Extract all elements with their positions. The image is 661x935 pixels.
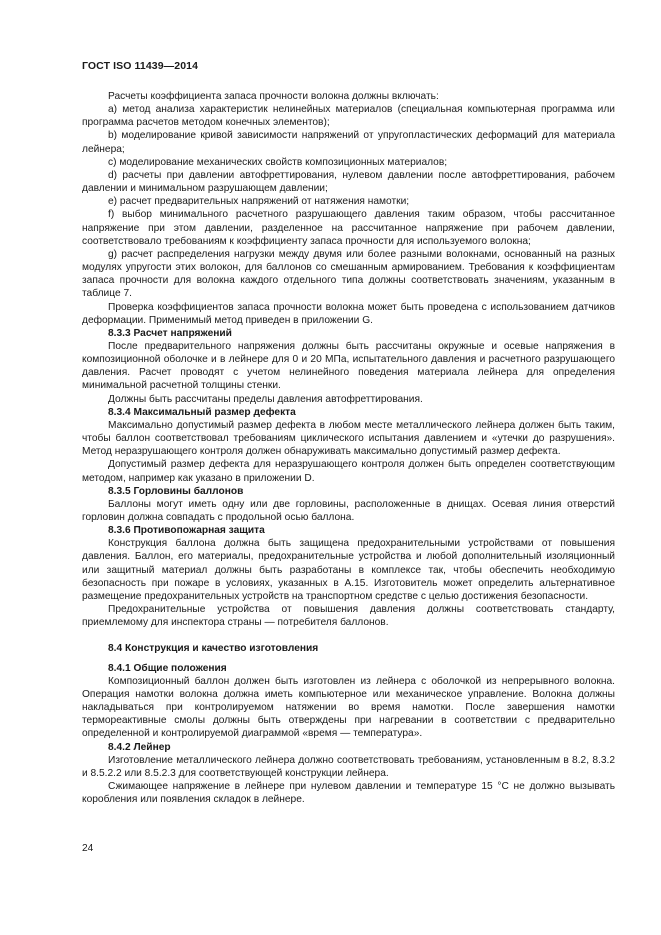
paragraph: После предварительного напряжения должны быть рассчитаны окружные и осевые напряжения в композиционной оболочке и в лейнере для 0 и 20 МПа, испытательного давления и расчетного разрушающего давления. Расчет проводят с учетом нелинейного поведения материала лейнера для определения минимальной расчетной толщины стенки. xyxy=(82,340,615,392)
paragraph: Изготовление металлического лейнера должно соответствовать требованиям, установленным в 8.2, 8.3.2 и 8.5.2.2 или 8.5.2.3 для соответствующей конструкции лейнера. xyxy=(82,754,615,779)
paragraph: a) метод анализа характеристик нелинейных материалов (специальная компьютерная программа или программа расчетов методом конечных элементов); xyxy=(82,104,615,129)
paragraph: e) расчет предварительных напряжений от натяжения намотки; xyxy=(108,196,410,208)
page-number: 24 xyxy=(82,843,94,854)
standard-header: ГОСТ ISO 11439—2014 xyxy=(82,60,199,72)
paragraph: Сжимающее напряжение в лейнере при нулевом давлении и температуре 15 °С не должно вызывать коробления или появления складок в лейнере. xyxy=(82,780,615,806)
paragraph: b) моделирование кривой зависимости напряжений от упругопластических деформаций для материала лейнера; xyxy=(82,130,615,155)
paragraph: Допустимый размер дефекта для неразрушающего контроля должен быть определен соответствующим методом, например как указано в приложении D. xyxy=(82,459,615,484)
document-body xyxy=(82,90,615,806)
paragraph: f) выбор минимального расчетного разрушающего давления таким образом, чтобы рассчитанное напряжение при этом давлении, разделенное на рассчитанное напряжение при рабочем давлении, соответствовало требованиям к коэффициенту запаса прочности для используемого волокна; xyxy=(82,209,615,247)
paragraph: Баллоны могут иметь одну или две горловины, расположенные в днищах. Осевая линия отверстий горловин должна совпадать с продольной осью баллона. xyxy=(82,498,615,523)
paragraph: Расчеты коэффициента запаса прочности волокна должны включать: xyxy=(108,91,439,102)
section-heading: 8.4.1 Общие положения xyxy=(108,662,227,674)
section-heading: 8.3.6 Противопожарная защита xyxy=(108,525,265,537)
paragraph: Проверка коэффициентов запаса прочности волокна может быть проведена с использованием датчиков деформации. Применимый метод приведен в приложении G. xyxy=(82,301,615,326)
section-heading: 8.4 Конструкция и качество изготовления xyxy=(108,643,319,655)
paragraph: g) расчет распределения нагрузки между двумя или более разными волокнами, основанный на разных модулях упругости этих волокон, для баллонов со смешанным армированием. Требования к коэффициентам запаса прочности для волокна каждого отдельного типа должны соответствовать значениям, указанным в таблице 7. xyxy=(82,248,615,300)
paragraph: d) расчеты при давлении автофреттирования, нулевом давлении после автофреттирования, рабочем давлении и минимальном разрушающем давлении; xyxy=(82,169,615,195)
paragraph: Должны быть рассчитаны пределы давления автофреттирования. xyxy=(108,393,423,405)
section-heading: 8.3.4 Максимальный размер дефекта xyxy=(108,406,296,418)
paragraph: Максимально допустимый размер дефекта в любом месте металлического лейнера должен быть таким, чтобы баллон соответствовал требованиям циклического испытания давлением и «утечки до разрушения». Метод неразрушающего контроля должен обнаруживать максимально допустимый размер дефекта. xyxy=(82,419,615,458)
section-heading: 8.3.3 Расчет напряжений xyxy=(108,327,232,339)
paragraph: Композиционный баллон должен быть изготовлен из лейнера с оболочкой из непрерывного волокна. Операция намотки волокна должна иметь компьютерное или механическое управление. Волокна должны накладываться при контролируемом натяжении во время намотки. После завершения намотки термореактивные смолы должны быть отверждены при нагревании в соответствии с предварительно определенной и контролируемой диаграммой «время — температура». xyxy=(82,675,615,740)
section-heading: 8.4.2 Лейнер xyxy=(108,741,171,753)
section-heading: 8.3.5 Горловины баллонов xyxy=(108,485,244,497)
paragraph: c) моделирование механических свойств композиционных материалов; xyxy=(108,156,448,168)
paragraph: Предохранительные устройства от повышения давления должны соответствовать стандарту, приемлемому для инспектора страны — потребителя баллонов. xyxy=(82,604,615,629)
paragraph: Конструкция баллона должна быть защищена предохранительными устройствами от повышения давления. Баллон, его материалы, предохранительные устройства и любой дополнительный изоляционный или защитный материал должны быть разработаны в комплексе так, чтобы обеспечить необходимую безопасность при пожаре в условиях, указанных в А.15. Изготовитель может определить альтернативное размещение предохранительных устройств на транспортном средстве с целью достижения безопасности. xyxy=(82,538,615,602)
